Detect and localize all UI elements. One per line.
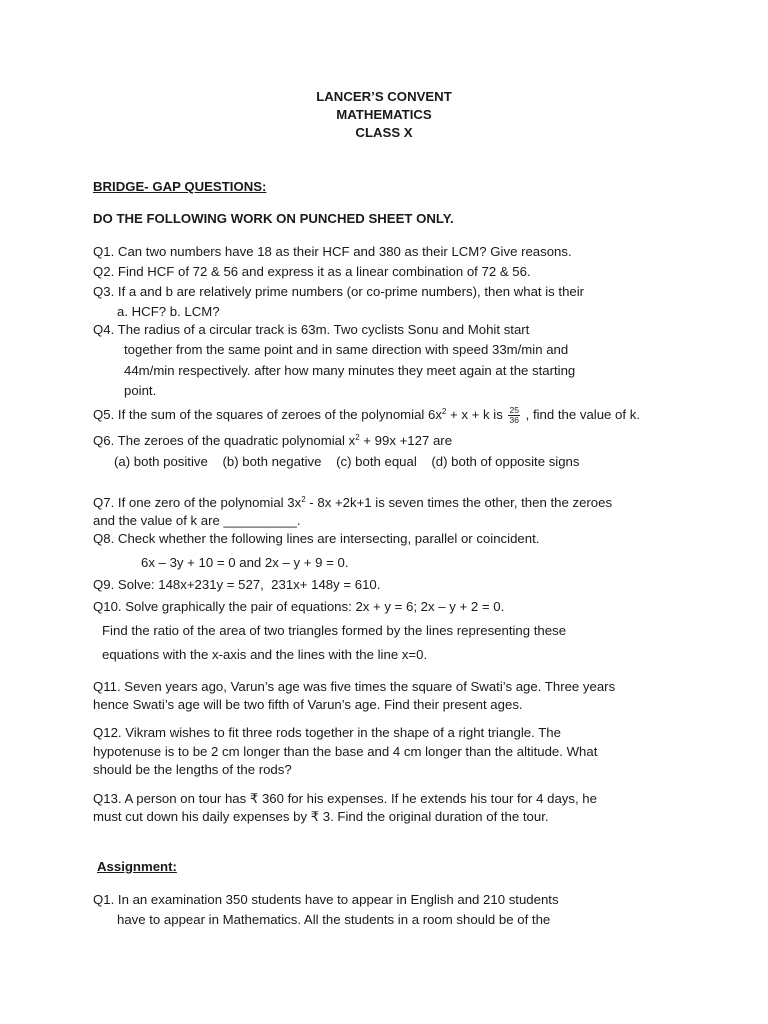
question-10-line-2: Find the ratio of the area of two triangles formed by the lines representing these [102, 623, 567, 638]
class-title: CLASS X [355, 125, 413, 140]
assignment-question-1: Q1. In an examination 350 students have to appear in English and 210 students [93, 892, 559, 907]
exponent: 2 [301, 495, 306, 504]
question-5 [93, 404, 640, 426]
question-4-line-2: together from the same point and in same direction with speed 33m/min and [124, 342, 569, 357]
subject-title: MATHEMATICS [336, 107, 432, 122]
fraction [508, 406, 519, 425]
question-6-text-end: + 99x +127 are [359, 433, 453, 448]
school-name: LANCER’S CONVENT [316, 89, 452, 104]
assignment-title: Assignment: [97, 859, 177, 874]
fraction-denominator: 36 [509, 415, 519, 426]
question-8-equation: 6x – 3y + 10 = 0 and 2x – y + 9 = 0. [141, 555, 349, 570]
assignment-question-1-line-2: have to appear in Mathematics. All the students in a room should be of the [117, 912, 551, 927]
question-5-text: Q5. If the sum of the squares of zeroes of the polynomial 6x [93, 407, 442, 422]
question-6 [93, 434, 452, 447]
section-title: BRIDGE- GAP QUESTIONS: [93, 179, 267, 194]
question-8: Q8. Check whether the following lines are intersecting, parallel or coincident. [93, 531, 540, 546]
question-11: Q11. Seven years ago, Varun’s age was five times the square of Swati’s age. Three years [93, 679, 616, 694]
question-3-options: a. HCF? b. LCM? [117, 304, 220, 319]
question-10: Q10. Solve graphically the pair of equations: 2x + y = 6; 2x – y + 2 = 0. [93, 599, 505, 614]
question-5-text-mid: + x + k is [446, 407, 507, 422]
question-13: Q13. A person on tour has ₹ 360 for his expenses. If he extends his tour for 4 days, he [93, 791, 597, 806]
question-7-text-end: - 8x +2k+1 is seven times the other, then the zeroes [305, 495, 613, 510]
question-7-line-2: and the value of k are __________. [93, 513, 301, 528]
instruction: DO THE FOLLOWING WORK ON PUNCHED SHEET ONLY. [93, 211, 454, 226]
question-4-line-3: 44m/min respectively. after how many minutes they meet again at the starting [124, 363, 576, 378]
question-4-line-4: point. [124, 383, 157, 398]
question-12: Q12. Vikram wishes to fit three rods together in the shape of a right triangle. The [93, 725, 561, 740]
question-13-line-2: must cut down his daily expenses by ₹ 3. Find the original duration of the tour. [93, 809, 549, 824]
question-10-line-3: equations with the x-axis and the lines with the line x=0. [102, 647, 428, 662]
question-1: Q1. Can two numbers have 18 as their HCF and 380 as their LCM? Give reasons. [93, 244, 572, 259]
question-2: Q2. Find HCF of 72 & 56 and express it as a linear combination of 72 & 56. [93, 264, 531, 279]
question-7 [93, 496, 612, 509]
question-6-options: (a) both positive (b) both negative (c) both equal (d) both of opposite signs [114, 454, 580, 469]
question-12-line-2: hypotenuse is to be 2 cm longer than the base and 4 cm longer than the altitude. What [93, 744, 598, 759]
question-9: Q9. Solve: 148x+231y = 527, 231x+ 148y = 610. [93, 577, 381, 592]
exponent: 2 [355, 433, 360, 442]
question-11-line-2: hence Swati’s age will be two fifth of Varun’s age. Find their present ages. [93, 697, 523, 712]
question-3: Q3. If a and b are relatively prime numbers (or co-prime numbers), then what is their [93, 284, 585, 299]
exponent: 2 [441, 407, 447, 416]
question-7-text: Q7. If one zero of the polynomial 3x [93, 495, 302, 510]
question-4: Q4. The radius of a circular track is 63m. Two cyclists Sonu and Mohit start [93, 322, 530, 337]
fraction-numerator: 25 [509, 405, 519, 416]
question-12-line-3: should be the lengths of the rods? [93, 762, 292, 777]
question-5-text-end: , find the value of k. [521, 407, 640, 422]
question-6-text: Q6. The zeroes of the quadratic polynomial x [93, 433, 356, 448]
